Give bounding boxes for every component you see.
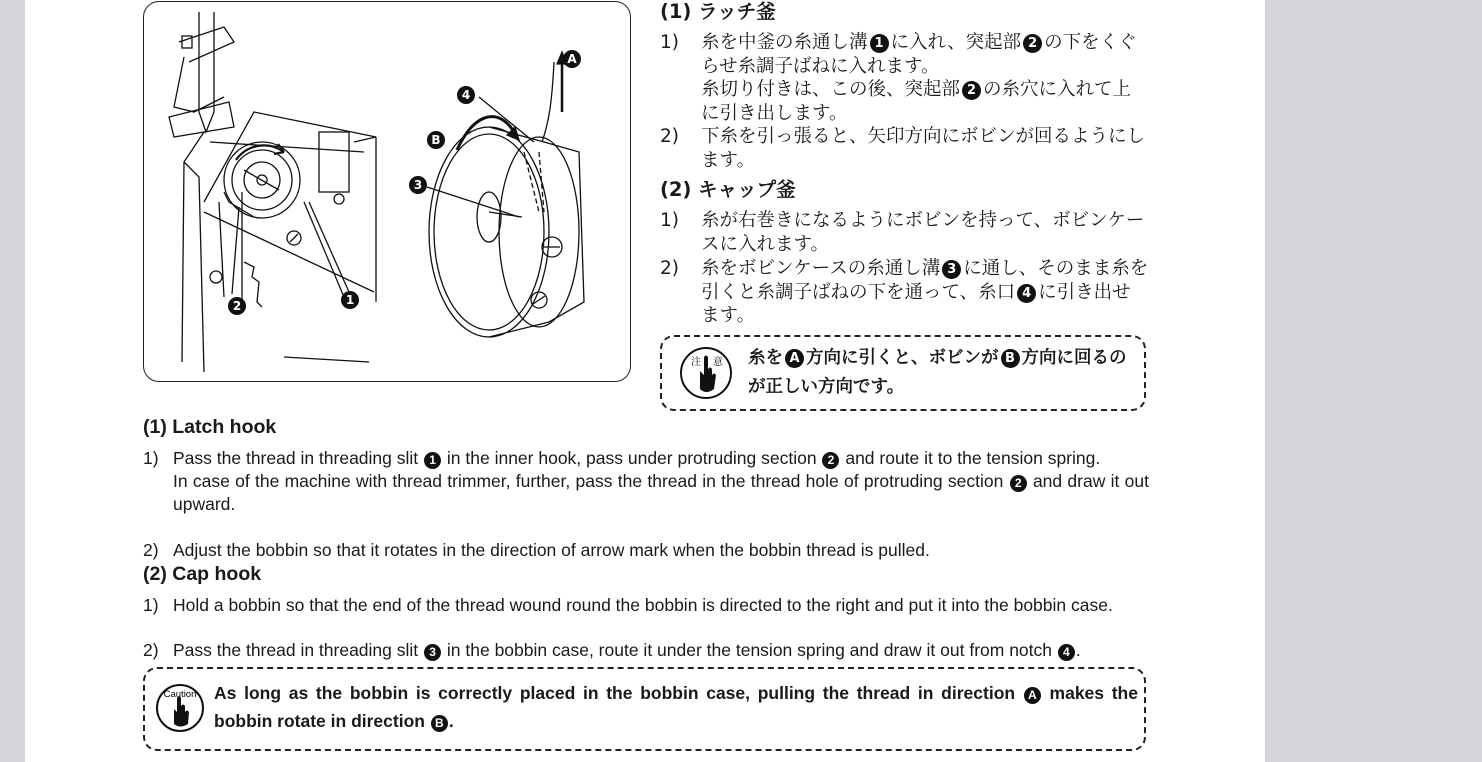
jp-latch-title: (1) ラッチ釜 (660, 0, 776, 23)
text-segment: に通し、そのまま糸を引くと糸調子ばねの下を通って、糸口 (701, 258, 1149, 303)
step-text (701, 31, 1149, 125)
en-cap-step-2 (143, 639, 1149, 662)
text-segment: . (1075, 640, 1081, 660)
svg-text:1: 1 (345, 293, 355, 307)
text-segment: and draw it out upward. (173, 471, 1149, 514)
jp-caution-box (660, 335, 1146, 411)
jp-latch-step-1 (660, 31, 1150, 125)
step-number: 1) (143, 595, 159, 615)
text-segment: に引き出せます。 (701, 281, 1131, 326)
step-number: 2) (660, 258, 679, 279)
hook-illustration (144, 2, 630, 381)
step-text: 糸が右巻きになるようにボビンを持って、ボビンケースに入れます。 (701, 210, 1145, 255)
svg-text:4: 4 (461, 88, 471, 102)
direction-b-icon: B (431, 715, 448, 732)
step-text: 下糸を引っ張ると、矢印方向にボビンが回るようにします。 (701, 126, 1146, 171)
en-cap-title: (2) Cap hook (143, 563, 262, 585)
direction-a-icon: A (1024, 687, 1041, 704)
callout-3-icon: 3 (942, 260, 961, 279)
caution-hand-icon (678, 345, 734, 401)
text-segment: 方向に引くと、ボビンが (806, 348, 999, 368)
text-segment: の糸穴に入れて上に引き出します。 (701, 79, 1132, 124)
en-caution-text (214, 679, 1138, 735)
step-number: 1) (143, 448, 159, 468)
jp-cap-title: (2) キャップ釜 (660, 178, 796, 201)
text-segment: 糸をボビンケースの糸通し溝 (701, 258, 941, 279)
caution-label: 意 (713, 357, 723, 368)
direction-a-icon: A (785, 349, 804, 368)
direction-b-icon: B (1001, 349, 1020, 368)
callout-2-icon: 2 (1010, 475, 1027, 492)
text-segment: and route it to the tension spring. (845, 448, 1101, 468)
step-number: 2) (143, 640, 159, 660)
callout-4-icon: 4 (1017, 284, 1036, 303)
step-text (173, 639, 1149, 662)
callout-4-icon: 4 (1058, 644, 1075, 661)
text-segment: 糸を中釜の糸通し溝 (701, 32, 868, 53)
en-caution-box (143, 667, 1146, 751)
callout-1-icon: 1 (424, 452, 441, 469)
callout-2-icon: 2 (962, 81, 981, 100)
callout-2-icon: 2 (822, 452, 839, 469)
jp-latch-step-2 (660, 125, 1150, 172)
caution-label: Caution (163, 689, 197, 700)
caution-label: 注 (691, 357, 701, 368)
text-segment: の下をくぐらせ糸調子ばねに入れます。 (701, 32, 1137, 77)
en-latch-step-1 (143, 447, 1149, 539)
en-latch-title: (1) Latch hook (143, 416, 277, 438)
step-number: 1) (660, 32, 679, 53)
step-text: Hold a bobbin so that the end of the thread wound round the bobbin is directed to the right and put it into the bobbin case. (173, 595, 1113, 615)
svg-text:2: 2 (232, 299, 242, 313)
step-number: 1) (660, 210, 679, 231)
text-segment: makes the bobbin rotate in direction (214, 683, 1138, 731)
text-segment: in the inner hook, pass under protruding section (446, 448, 817, 468)
step-text (701, 257, 1149, 328)
text-segment: In case of the machine with thread trimmer, further, pass the thread in the thread hole of protruding section (173, 471, 1004, 491)
caution-hand-icon (155, 682, 205, 734)
text-segment: Pass the thread in threading slit (173, 640, 419, 660)
callout-3-icon: 3 (424, 644, 441, 661)
step-text (173, 447, 1149, 516)
text-segment: in the bobbin case, route it under the tension spring and draw it out from notch (446, 640, 1052, 660)
text-segment: に入れ、突起部 (890, 32, 1022, 53)
jp-caution-text (748, 344, 1140, 402)
text-segment: As long as the bobbin is correctly placed in the bobbin case, pulling the thread in direction (214, 683, 1016, 703)
callout-2-icon: 2 (1023, 34, 1042, 53)
text-segment: 糸を (748, 348, 783, 368)
text-segment: . (448, 711, 454, 731)
text-segment: Pass the thread in threading slit (173, 448, 419, 468)
text-segment: 方向に回るのが正しい方向です。 (748, 348, 1127, 397)
step-text: Adjust the bobbin so that it rotates in the direction of arrow mark when the bobbin thread is pulled. (173, 540, 930, 560)
step-number: 2) (660, 126, 679, 147)
svg-text:3: 3 (413, 178, 423, 192)
step-number: 2) (143, 540, 159, 560)
callout-1-icon: 1 (870, 34, 889, 53)
hook-threading-figure (143, 1, 631, 382)
svg-text:A: A (567, 52, 577, 66)
svg-text:B: B (431, 133, 441, 147)
jp-cap-step-2 (660, 257, 1150, 328)
text-segment: 糸切り付きは、この後、突起部 (701, 79, 961, 100)
en-cap-step-1 (143, 594, 1149, 640)
en-latch-step-2 (143, 539, 1149, 562)
jp-cap-step-1 (660, 209, 1150, 256)
